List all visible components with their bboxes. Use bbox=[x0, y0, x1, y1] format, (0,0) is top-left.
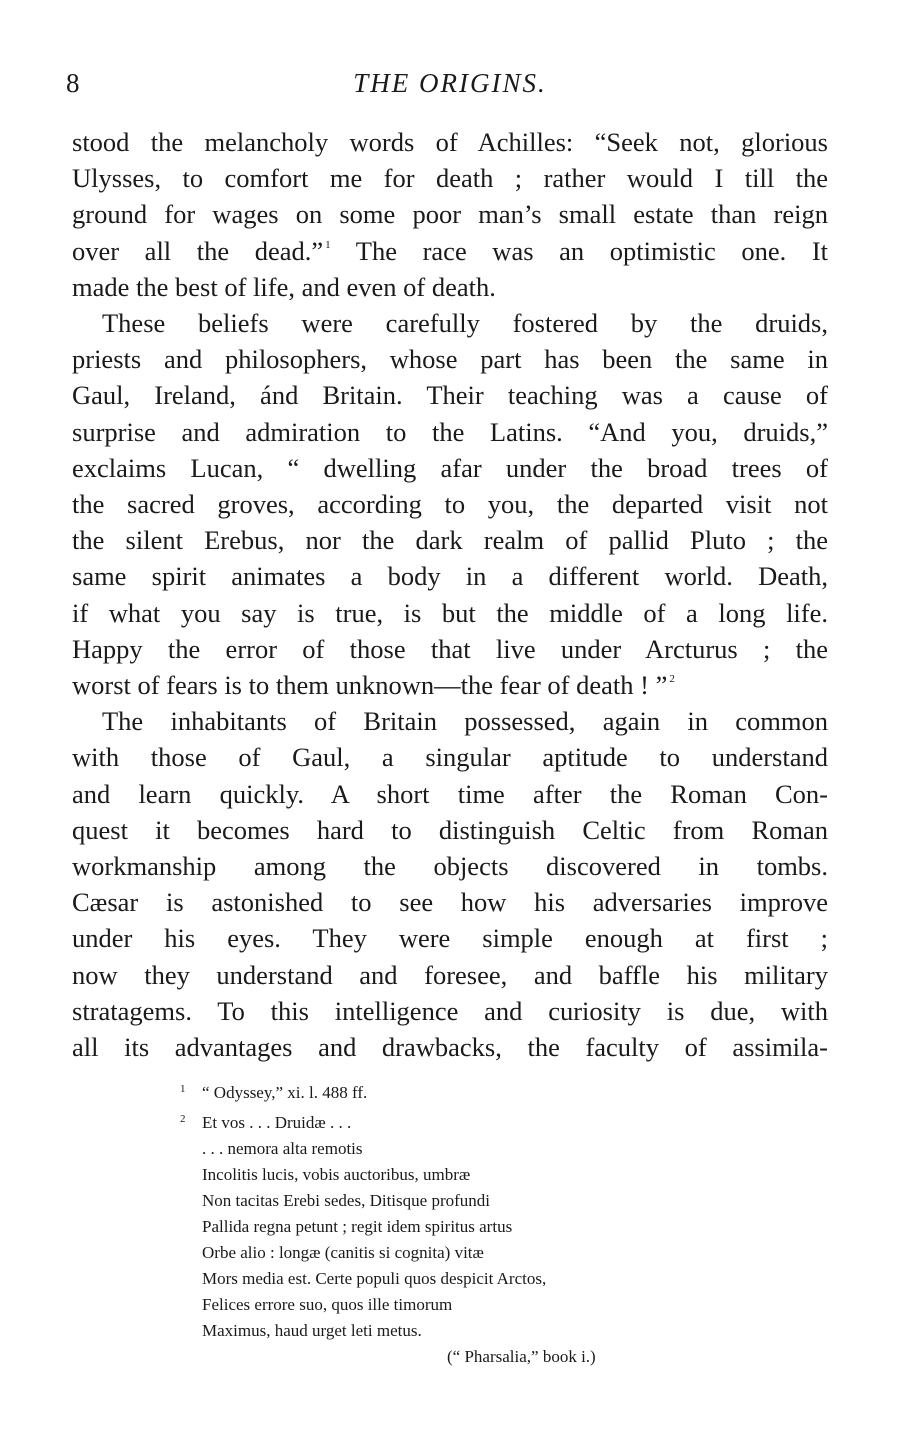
text-line: priests and philosophers, whose part has been the same in bbox=[72, 344, 828, 375]
text-line: workmanship among the objects discovered in tombs. bbox=[72, 851, 828, 882]
text-line: Gaul, Ireland, ánd Britain. Their teaching was a cause of bbox=[72, 380, 828, 411]
footnote-citation: (“ Pharsalia,” book i.) bbox=[447, 1347, 596, 1366]
body-text bbox=[72, 124, 828, 1065]
text-line: same spirit animates a body in a different world. Death, bbox=[72, 561, 828, 592]
footnote-text: Et vos . . . Druidæ . . . bbox=[202, 1113, 352, 1132]
footnote-reference-1: 1 bbox=[325, 238, 331, 251]
text-line: exclaims Lucan, “ dwelling afar under the broad trees of bbox=[72, 452, 828, 483]
running-head: THE ORIGINS. bbox=[353, 68, 547, 98]
text-segment: over all the dead.” bbox=[72, 235, 324, 266]
verse-line: Incolitis lucis, vobis auctoribus, umbræ bbox=[202, 1165, 471, 1184]
text-line: and learn quickly. A short time after the Roman Con- bbox=[72, 778, 828, 809]
text-line: Happy the error of those that live under Arcturus ; the bbox=[72, 633, 828, 664]
verse-line: Orbe alio : longæ (canitis si cognita) vitæ bbox=[202, 1243, 484, 1262]
text-line: stood the melancholy words of Achilles: “Seek not, glorious bbox=[72, 127, 828, 157]
text-line: The inhabitants of Britain possessed, again in common bbox=[102, 706, 828, 737]
text-segment: worst of fears is to them unknown—the fear of death ! ” bbox=[72, 670, 668, 701]
text-line-with-footnote bbox=[72, 233, 828, 269]
text-line: made the best of life, and even of death. bbox=[72, 271, 496, 302]
text-line: if what you say is true, is but the middle of a long life. bbox=[72, 597, 828, 628]
text-line-with-footnote bbox=[72, 667, 828, 703]
verse-line: Pallida regna petunt ; regit idem spiritus artus bbox=[202, 1217, 513, 1236]
footnote-text: “ Odyssey,” xi. l. 488 ff. bbox=[202, 1083, 368, 1102]
text-line: under his eyes. They were simple enough at first ; bbox=[72, 923, 828, 954]
verse-line: Maximus, haud urget leti metus. bbox=[202, 1321, 422, 1340]
text-segment: The race was an optimistic one. It bbox=[330, 235, 829, 266]
text-line: the silent Erebus, nor the dark realm of pallid Pluto ; the bbox=[72, 525, 828, 556]
footnote-1 bbox=[180, 1076, 740, 1106]
text-line: These beliefs were carefully fostered by the druids, bbox=[102, 308, 828, 339]
footnote-marker: 2 bbox=[180, 1113, 186, 1125]
text-line: all its advantages and drawbacks, the faculty of assimila- bbox=[72, 1032, 828, 1063]
footnote-2 bbox=[180, 1106, 740, 1136]
footnotes bbox=[180, 1076, 740, 1370]
text-line: Cæsar is astonished to see how his adversaries improve bbox=[72, 887, 828, 918]
text-line: Ulysses, to comfort me for death ; rather would I till the bbox=[72, 163, 828, 194]
verse-line: Mors media est. Certe populi quos despicit Arctos, bbox=[202, 1269, 547, 1288]
text-line: now they understand and foresee, and baffle his military bbox=[72, 959, 828, 990]
text-line: ground for wages on some poor man’s small estate than reign bbox=[72, 199, 828, 230]
verse-line: . . . nemora alta remotis bbox=[202, 1139, 363, 1158]
verse-line: Felices errore suo, quos ille timorum bbox=[202, 1295, 453, 1314]
page-number: 8 bbox=[66, 68, 80, 98]
text-line: surprise and admiration to the Latins. “And you, druids,” bbox=[72, 416, 828, 447]
verse-line: Non tacitas Erebi sedes, Ditisque profundi bbox=[202, 1191, 490, 1210]
footnote-reference-2: 2 bbox=[669, 673, 675, 686]
text-line: quest it becomes hard to distinguish Celtic from Roman bbox=[72, 814, 828, 845]
text-line: stratagems. To this intelligence and curiosity is due, with bbox=[72, 995, 828, 1026]
footnote-marker: 1 bbox=[180, 1083, 186, 1095]
text-line: with those of Gaul, a singular aptitude to understand bbox=[72, 742, 828, 773]
text-line: the sacred groves, according to you, the departed visit not bbox=[72, 489, 828, 520]
